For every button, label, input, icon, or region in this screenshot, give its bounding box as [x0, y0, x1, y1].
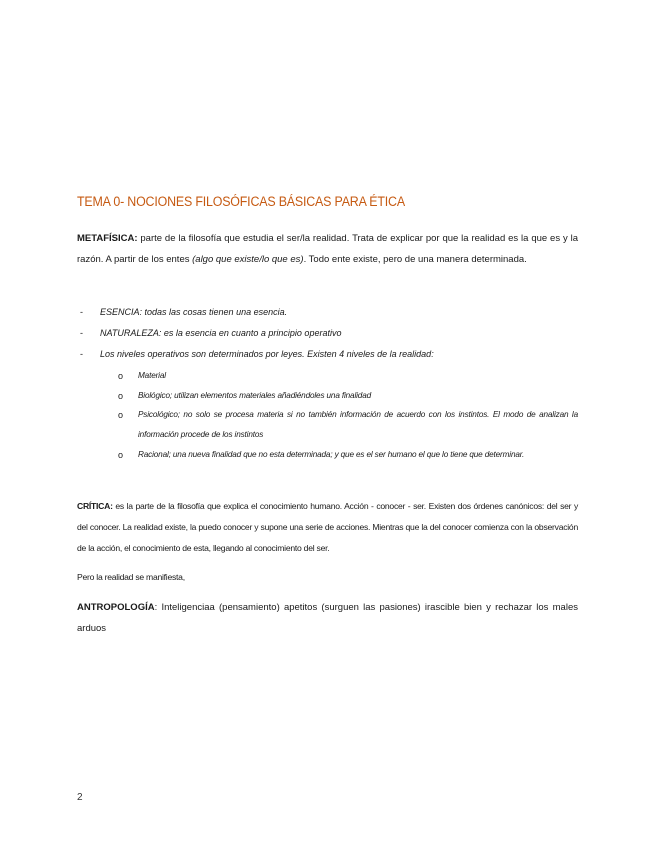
metafisica-term: METAFÍSICA:: [77, 233, 138, 244]
critica-paragraph: [77, 496, 578, 559]
sub-item-text: Psicológico; no solo se procesa materia si no también información de acuerdo con los instintos. El modo de analizan la información procede de los instintos: [138, 410, 578, 439]
dash-item-esencia: [77, 302, 578, 323]
sub-item-racional: [118, 445, 578, 485]
dash-item-text: Los niveles operativos son determinados por leyes. Existen 4 niveles de la realidad:: [100, 349, 434, 359]
antropologia-paragraph: [77, 597, 578, 639]
sub-item-text: Material: [138, 371, 166, 380]
metafisica-paragraph: [77, 228, 578, 270]
dash-item-text: NATURALEZA: es la esencia en cuanto a principio operativo: [100, 328, 342, 338]
sub-item-biologico: [118, 386, 578, 406]
pero-paragraph: Pero la realidad se manifiesta,: [77, 572, 185, 582]
metafisica-italic: (algo que existe/lo que es): [192, 254, 304, 265]
dash-bullet: -: [80, 328, 83, 338]
antropologia-text: : Inteligenciaa (pensamiento) apetitos (surguen las pasiones) irascible bien y rechazar los males arduos: [77, 602, 578, 634]
circle-bullet: o: [118, 371, 124, 381]
metafisica-text-after: . Todo ente existe, pero de una manera determinada.: [303, 254, 527, 265]
metafisica-text-before: parte de la filosofía que estudia el ser/la realidad. Trata de explicar por que la realidad es la que es y la razón. A partir de los entes: [77, 233, 578, 265]
dash-item-niveles: [77, 344, 578, 365]
antropologia-term: ANTROPOLOGÍA: [77, 602, 155, 613]
dash-item-naturaleza: [77, 323, 578, 344]
sub-item-text: Racional; una nueva finalidad que no esta determinada; y que es el ser humano el que lo tiene que determinar.: [138, 450, 525, 459]
dash-bullet: -: [80, 349, 83, 359]
dash-bullet: -: [80, 307, 83, 317]
critica-text: es la parte de la filosofía que explica el conocimiento humano. Acción - conocer - ser. Existen dos órdenes canónicos: del ser y del conocer. La realidad existe, la puedo conocer y supone una serie de acciones. Mientras que la del conocer comienza con la observación de la acción, el conocimiento de esta, llegando al conocimiento del ser.: [77, 501, 578, 553]
critica-term: CRÍTICA:: [77, 501, 113, 511]
circle-bullet: o: [118, 391, 124, 401]
document-title: TEMA 0- NOCIONES FILOSÓFICAS BÁSICAS PARA ÉTICA: [77, 194, 405, 209]
sub-item-text: Biológico; utilizan elementos materiales añadiéndoles una finalidad: [138, 391, 372, 400]
sub-item-material: [118, 366, 578, 386]
dash-item-text: ESENCIA: todas las cosas tienen una esencia.: [100, 307, 288, 317]
page-number: 2: [77, 792, 83, 803]
circle-bullet: o: [118, 410, 124, 420]
sub-item-psicologico: [118, 405, 578, 445]
circle-bullet: o: [118, 450, 124, 460]
